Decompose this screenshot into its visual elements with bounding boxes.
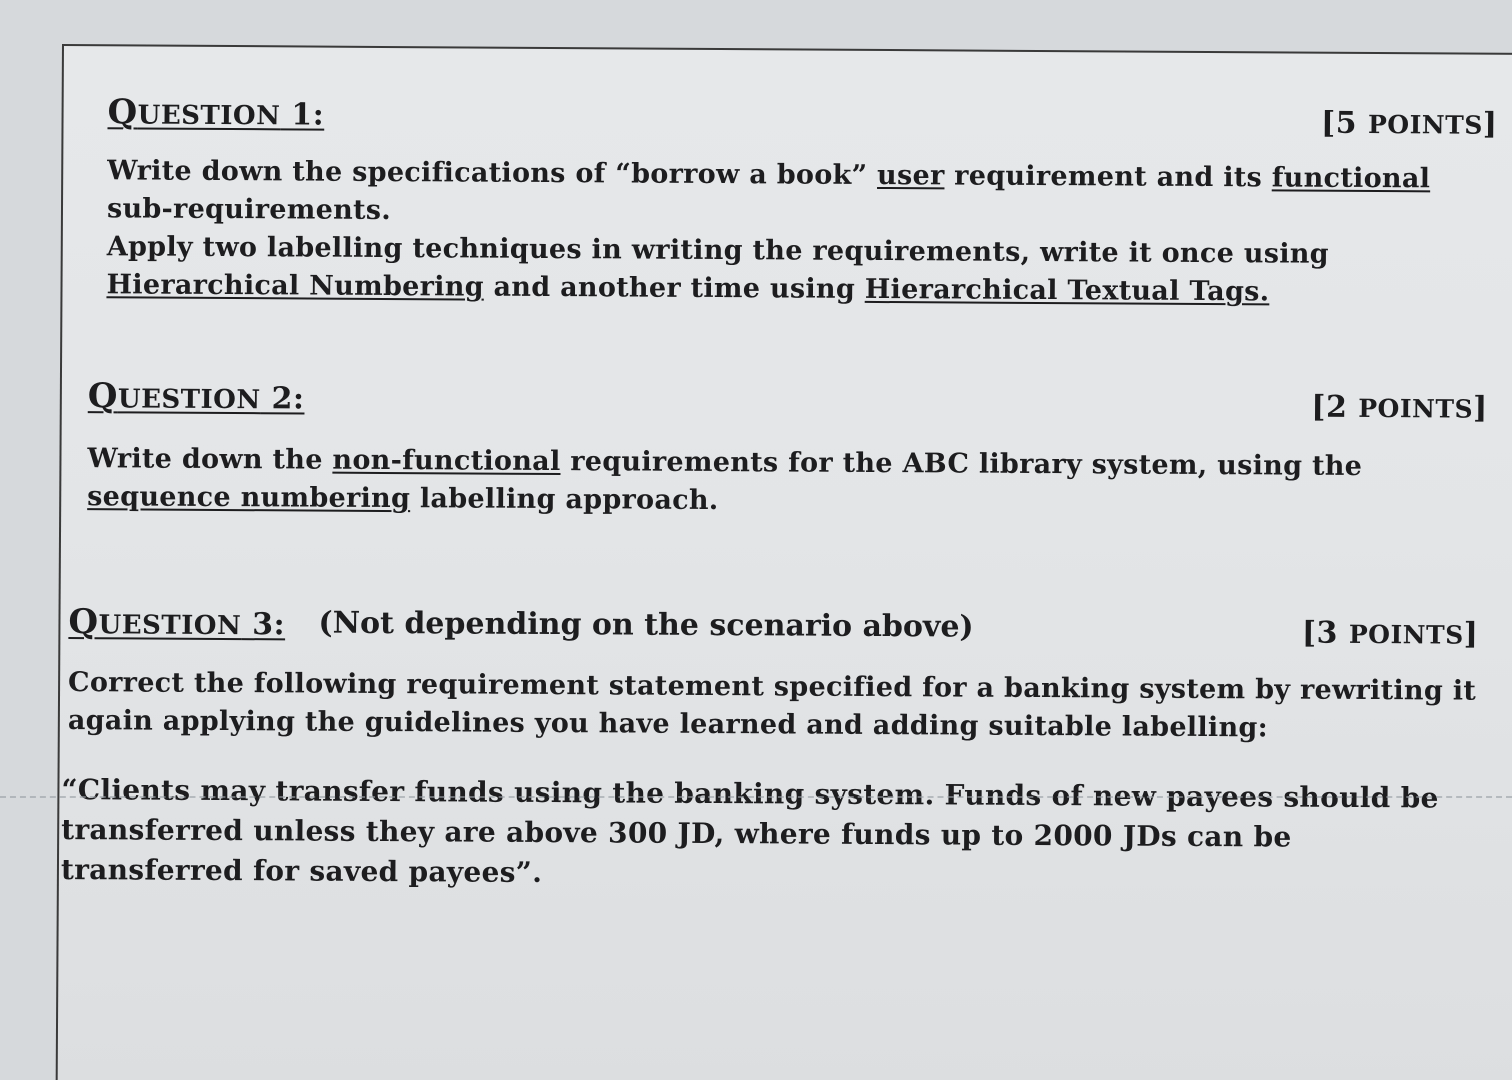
question-1 [106,92,1497,312]
sequence-numbering-underlined: sequence numbering [87,481,411,515]
user-underlined: user [877,159,945,192]
question-1-instructions: Apply two labelling techniques in writing the requirements, write it once using Hierarchical Numbering and another time using Hierarchical Textual Tags. [106,231,1330,308]
question-1-title: QUESTION 1: [107,92,325,133]
functional-underlined: functional [1271,162,1431,195]
question-3-title: QUESTION 3: [68,602,286,643]
question-2-title: QUESTION 2: [87,376,305,417]
question-3-text: Correct the following requirement statement specified for a banking system by rewriting it again applying the guidelines you have learned and adding suitable labelling: [67,667,1477,744]
paper-fold-line [0,796,1512,800]
question-1-text: Write down the specifications of “borrow a book” user requirement and its functional sub-requirements. [106,155,1431,227]
question-3-header [68,602,1478,655]
exam-sheet [56,44,1512,1080]
non-functional-underlined: non-functional [332,444,561,478]
question-2-header [88,376,1488,429]
question-2 [87,376,1488,525]
hierarchical-numbering-underlined: Hierarchical Numbering [106,269,484,303]
question-3-note: (Not depending on the scenario above) [318,605,974,645]
question-2-text: Write down the non-functional requirements for the ABC library system, using the sequence numbering labelling approach. [87,443,1363,517]
question-3 [60,602,1479,899]
requirement-quote: “Clients may transfer funds using the banking system. Funds of new payees should be transferred unless they are above 300 JD, where funds up to 2000 JDs can be transferred for saved payees”. [60,773,1439,889]
question-1-header [107,92,1497,144]
question-1-points: [5 POINTS] [1320,105,1498,142]
hierarchical-textual-tags-underlined: Hierarchical Textual Tags. [864,273,1270,308]
question-2-points: [2 POINTS] [1311,389,1488,426]
question-3-points: [3 POINTS] [1301,615,1479,652]
